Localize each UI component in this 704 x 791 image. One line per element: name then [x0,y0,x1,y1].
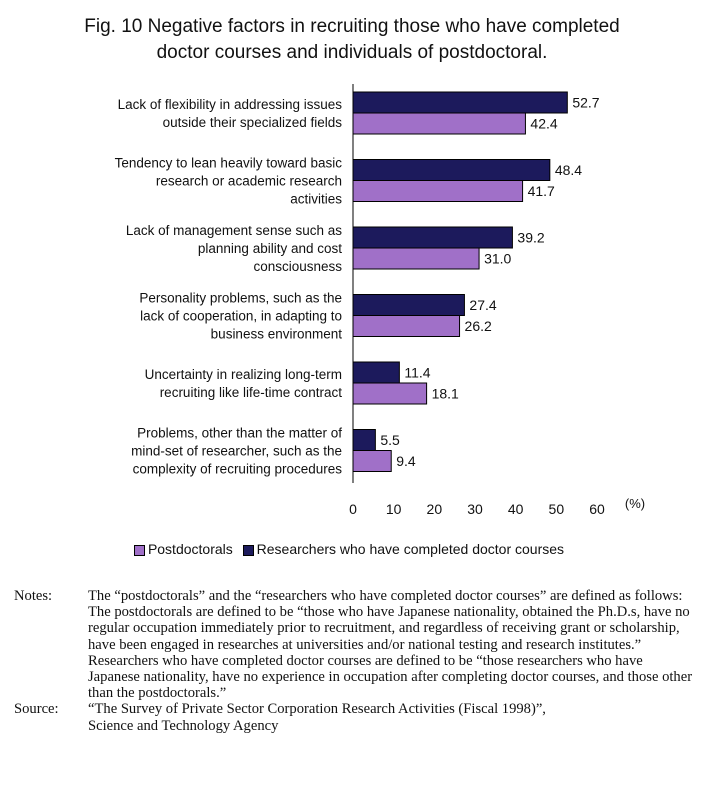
source-line: “The Survey of Private Sector Corporation Research Activities (Fiscal 1998)”, [88,701,546,718]
bar [353,451,391,472]
data-label: 42.4 [530,115,558,132]
bar [353,316,460,337]
category-label: Lack of management sense such as [125,223,342,238]
source-label: Source: [14,701,59,718]
category-label: Personality problems, such as the [139,290,342,306]
data-label: 31.0 [484,250,512,267]
bar [353,92,567,113]
chart-title-line2: doctor courses and individuals of postdoctoral. [156,42,548,63]
bar [353,227,512,248]
notes-line: The postdoctorals are defined to be “those who have Japanese nationality, obtained the Ph.D.s, have no regular occupation immediately prior to recruitment, and regardless of receiving grant or scholarship, have been engaged in researches at universities and/or national testing and research institutes.” Researchers who have completed doctor courses are defined to be “those researchers who have Japanese nationality, have no experience in occupation after completing doctor courses, and those other than the postdoctorals.” [88,604,693,702]
bar [353,362,399,383]
data-label: 48.4 [554,162,583,178]
category-label: complexity of recruiting procedures [132,461,342,477]
bar [353,383,427,404]
x-tick-label: 20 [426,501,443,517]
data-label: 26.2 [464,318,492,334]
legend-label-researchers: Researchers who have completed doctor courses [256,541,565,557]
bar [353,248,479,269]
x-axis-unit: (%) [624,496,646,511]
notes-text [88,588,694,701]
category-label: lack of cooperation, in adapting to [140,308,342,324]
category-label: Lack of flexibility in addressing issues [117,97,342,112]
data-label: 5.5 [380,432,400,448]
category-label: business environment [210,326,342,342]
legend-label-postdoctorals: Postdoctorals [147,541,233,557]
category-label: research or academic research [155,173,342,189]
category-label: mind-set of researcher, such as the [131,443,342,459]
notes-section [14,588,694,734]
chart-title-line1: Fig. 10 Negative factors in recruiting those who have completed [84,16,620,37]
category-label: activities [290,191,342,207]
source-line: Science and Technology Agency [88,717,279,734]
category-label: Tendency to lean heavily toward basic [114,155,342,171]
category-label: Uncertainty in realizing long-term [144,367,342,382]
x-tick-label: 30 [467,501,483,517]
data-label: 11.4 [404,364,431,381]
category-label: consciousness [253,259,342,274]
category-label: planning ability and cost [197,241,342,256]
x-tick-label: 10 [385,501,402,517]
x-tick-label: 0 [349,501,357,517]
source-block [14,701,694,733]
data-label: 27.4 [469,297,497,313]
x-tick-label: 60 [589,501,605,517]
bar [353,181,523,202]
notes-block [14,588,694,701]
category-label: outside their specialized fields [162,115,342,130]
category-label: recruiting like life-time contract [159,385,342,400]
data-label: 39.2 [517,229,545,246]
data-label: 52.7 [572,94,600,111]
x-tick-label: 50 [548,501,565,517]
category-label: Problems, other than the matter of [137,425,342,441]
data-label: 18.1 [431,385,459,402]
bar [353,430,375,451]
bar [353,113,525,134]
legend-item-postdoctorals [134,541,237,557]
bar [353,160,550,181]
bar [353,295,464,316]
legend-swatch-researchers [243,545,254,556]
notes-line: The “postdoctorals” and the “researchers who have completed doctor courses” are defined as follows: [88,588,683,604]
data-label: 41.7 [527,183,555,199]
data-label: 9.4 [396,453,416,469]
x-tick-label: 40 [507,501,524,517]
legend-swatch-postdoctorals [134,545,145,556]
chart-legend [0,541,704,557]
source-text [88,701,694,733]
notes-label: Notes: [14,588,53,604]
legend-item-researchers [243,541,564,557]
